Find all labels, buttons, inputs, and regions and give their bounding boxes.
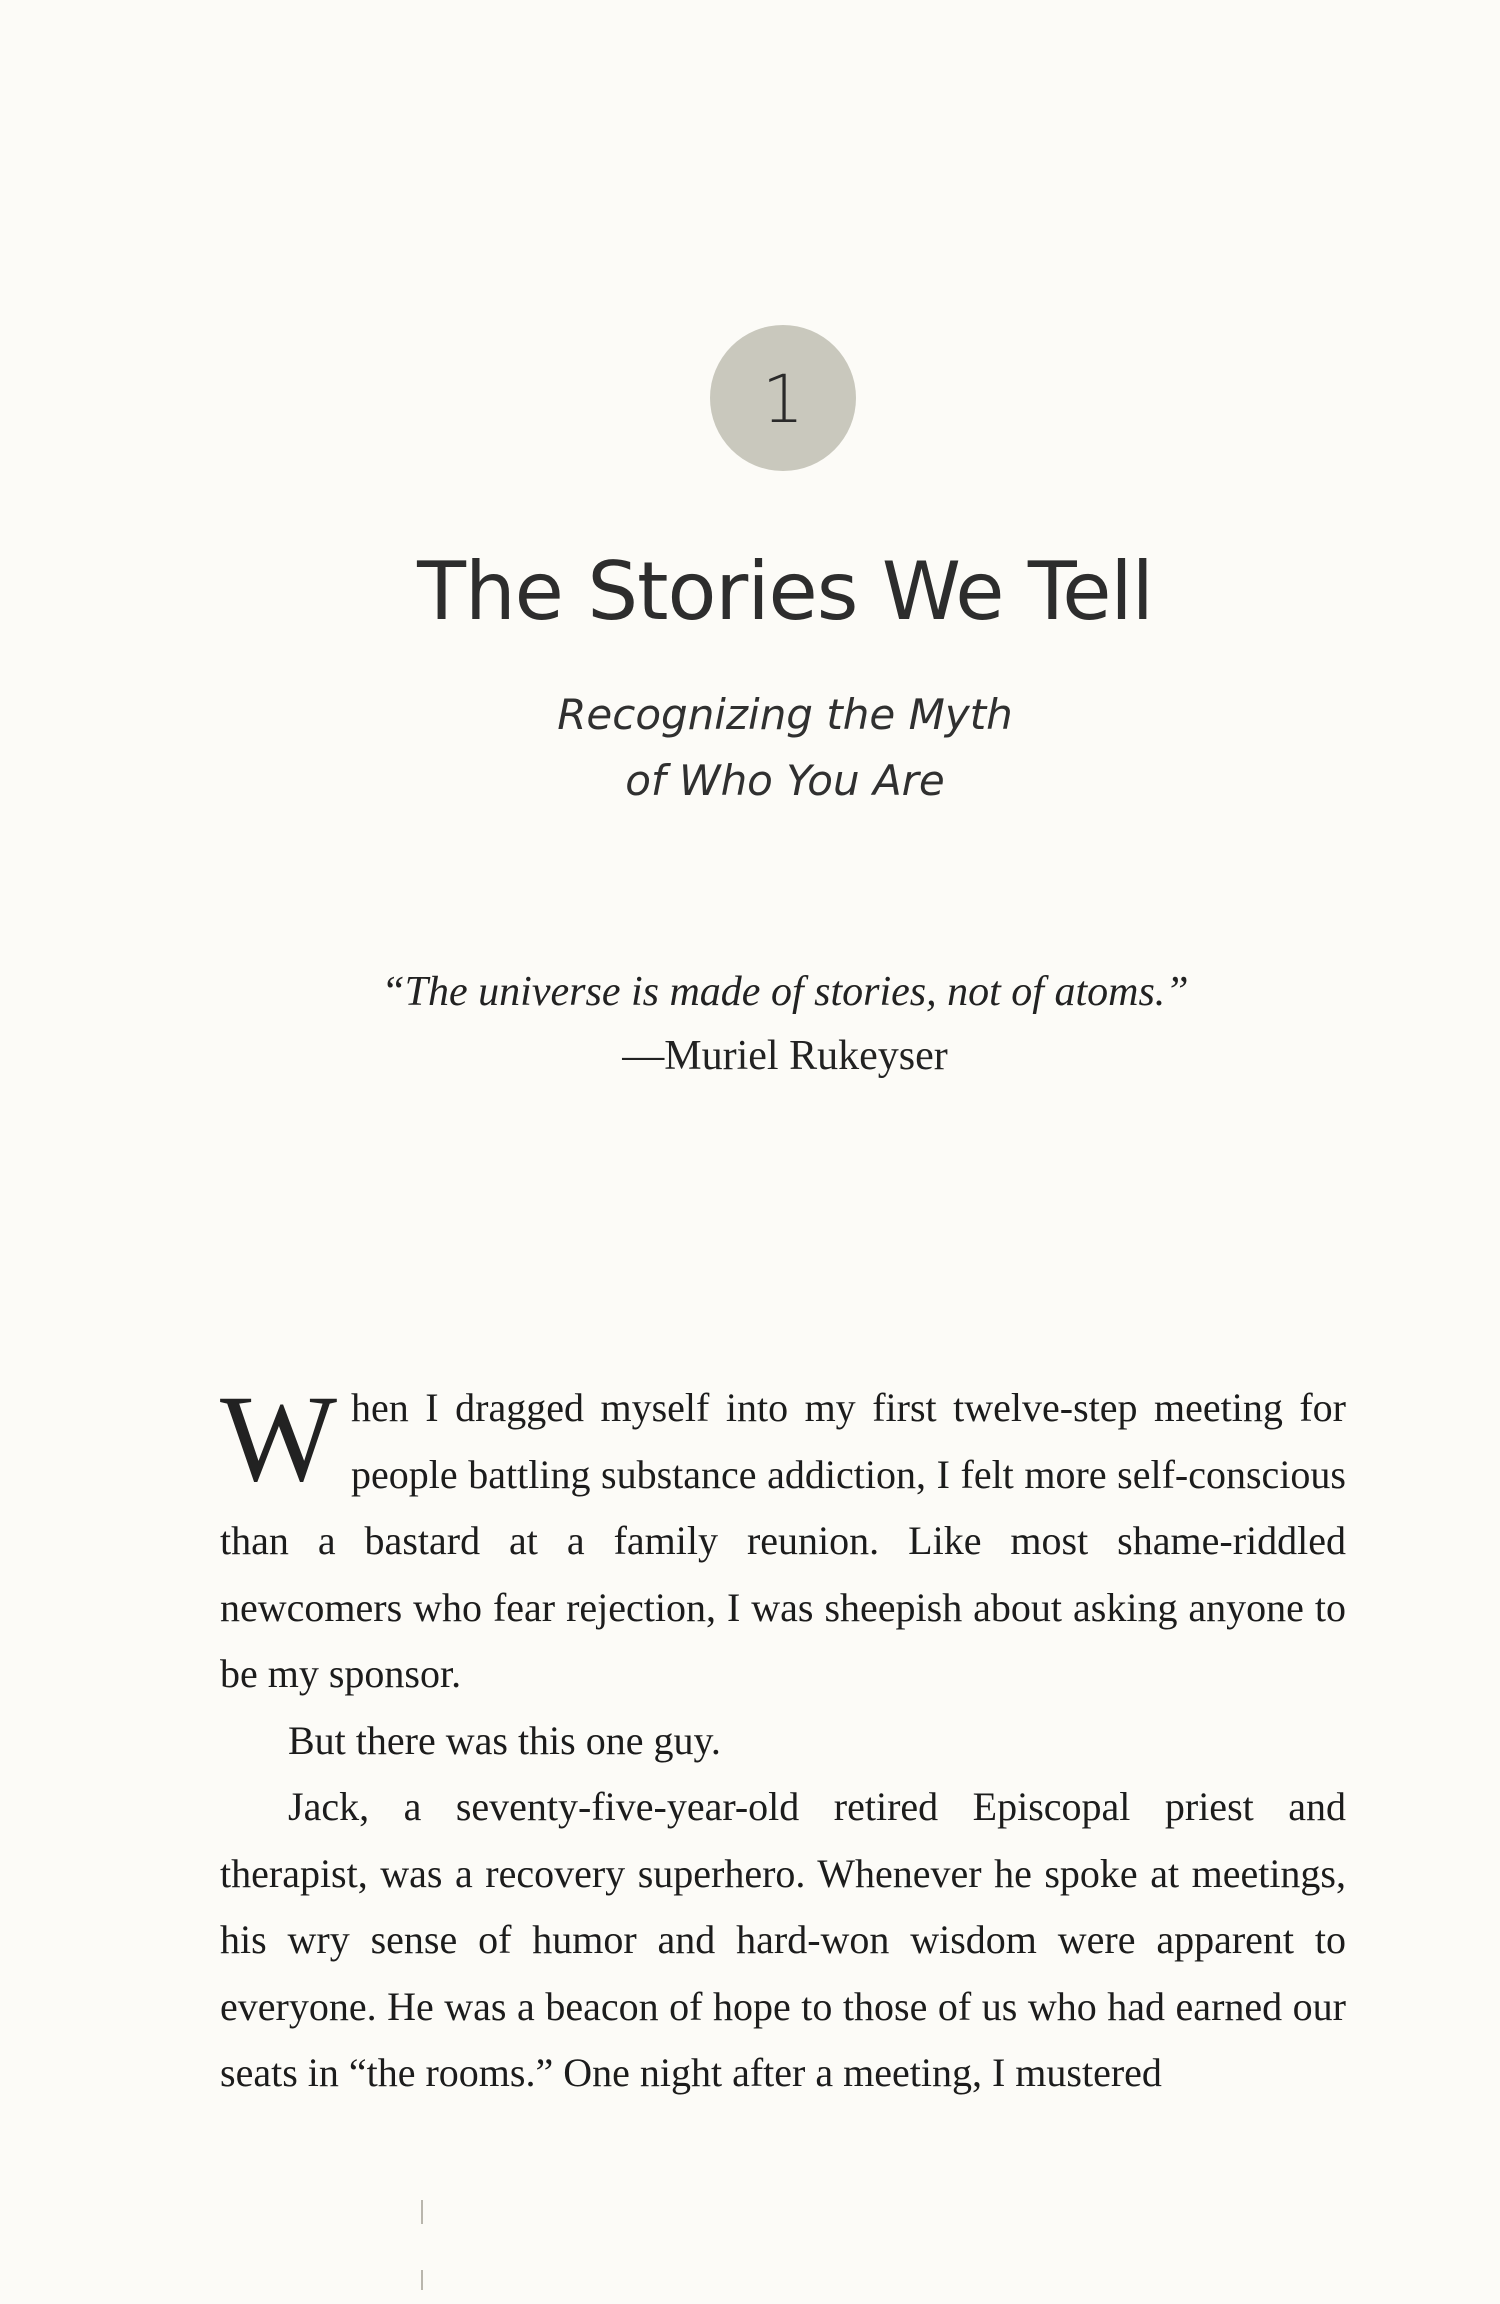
drop-cap: W (220, 1370, 338, 1507)
paragraph (220, 1370, 1346, 1708)
scan-mark (421, 2270, 423, 2290)
chapter-subtitle-line-1: Recognizing the Myth (557, 690, 1013, 739)
paragraph: Jack, a seventy-five-year-old retired Episcopal priest and therapist, was a recovery superhero. Whenever he spoke at meetings, his wry sense of humor and hard-won wisdom were apparent to everyone. He was a beacon of hope to those of us who had earned our seats in “the rooms.” One night after a meeting, I mustered (220, 1784, 1346, 2095)
body-text (220, 1370, 1346, 2107)
paragraph: But there was this one guy. (288, 1717, 721, 1763)
epigraph-attribution: —Muriel Rukeyser (622, 1033, 948, 1079)
chapter-title: The Stories We Tell (417, 545, 1153, 638)
scan-mark (421, 2200, 423, 2224)
chapter-number: 1 (762, 361, 804, 438)
chapter-number-badge (710, 325, 856, 471)
epigraph (0, 960, 1500, 1088)
chapter-subtitle-line-2: of Who You Are (625, 756, 945, 805)
paragraph-text: hen I dragged myself into my first twelve-step meeting for people battling substance addiction, I felt more self-conscious than a bastard at a family reunion. Like most shame-riddled newcomers who fear rejection, I was sheepish about asking anyone to be my sponsor. (220, 1385, 1346, 1696)
epigraph-quote: “The universe is made of stories, not of atoms.” (381, 969, 1189, 1015)
chapter-subtitle (0, 682, 1500, 814)
